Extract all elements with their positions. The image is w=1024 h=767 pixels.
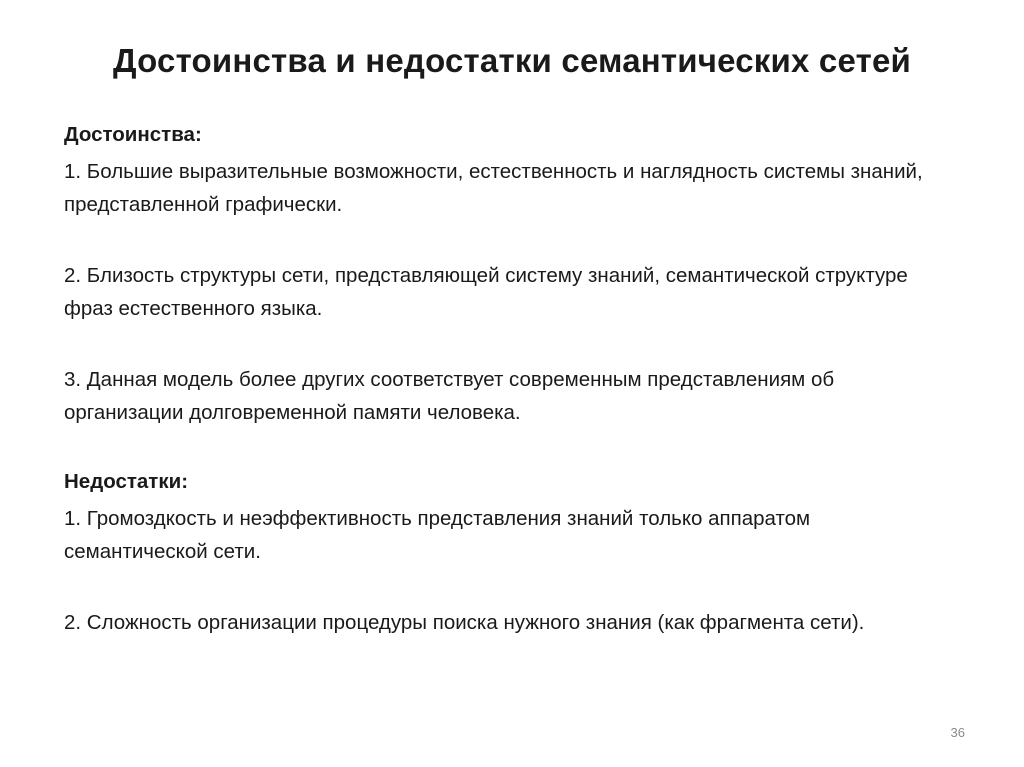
disadvantage-item-1: 1. Громоздкость и неэффективность представления знаний только аппаратом семантической сети. xyxy=(64,507,811,563)
slide-title: Достоинства и недостатки семантических сетей xyxy=(113,42,911,79)
disadvantages-heading: Недостатки: xyxy=(64,470,189,493)
advantage-item-2: 2. Близость структуры сети, представляющей систему знаний, семантической структуре фраз естественного языка. xyxy=(64,264,908,320)
advantages-heading: Достоинства: xyxy=(64,123,202,146)
advantage-item-3: 3. Данная модель более других соответствует современным представлениям об организации долговременной памяти человека. xyxy=(64,368,835,424)
slide-content xyxy=(64,118,954,639)
advantage-item-1: 1. Большие выразительные возможности, естественность и наглядность системы знаний, представленной графически. xyxy=(64,160,923,216)
disadvantage-item-2: 2. Сложность организации процедуры поиска нужного знания (как фрагмента сети). xyxy=(64,611,865,634)
page-number: 36 xyxy=(950,725,965,740)
